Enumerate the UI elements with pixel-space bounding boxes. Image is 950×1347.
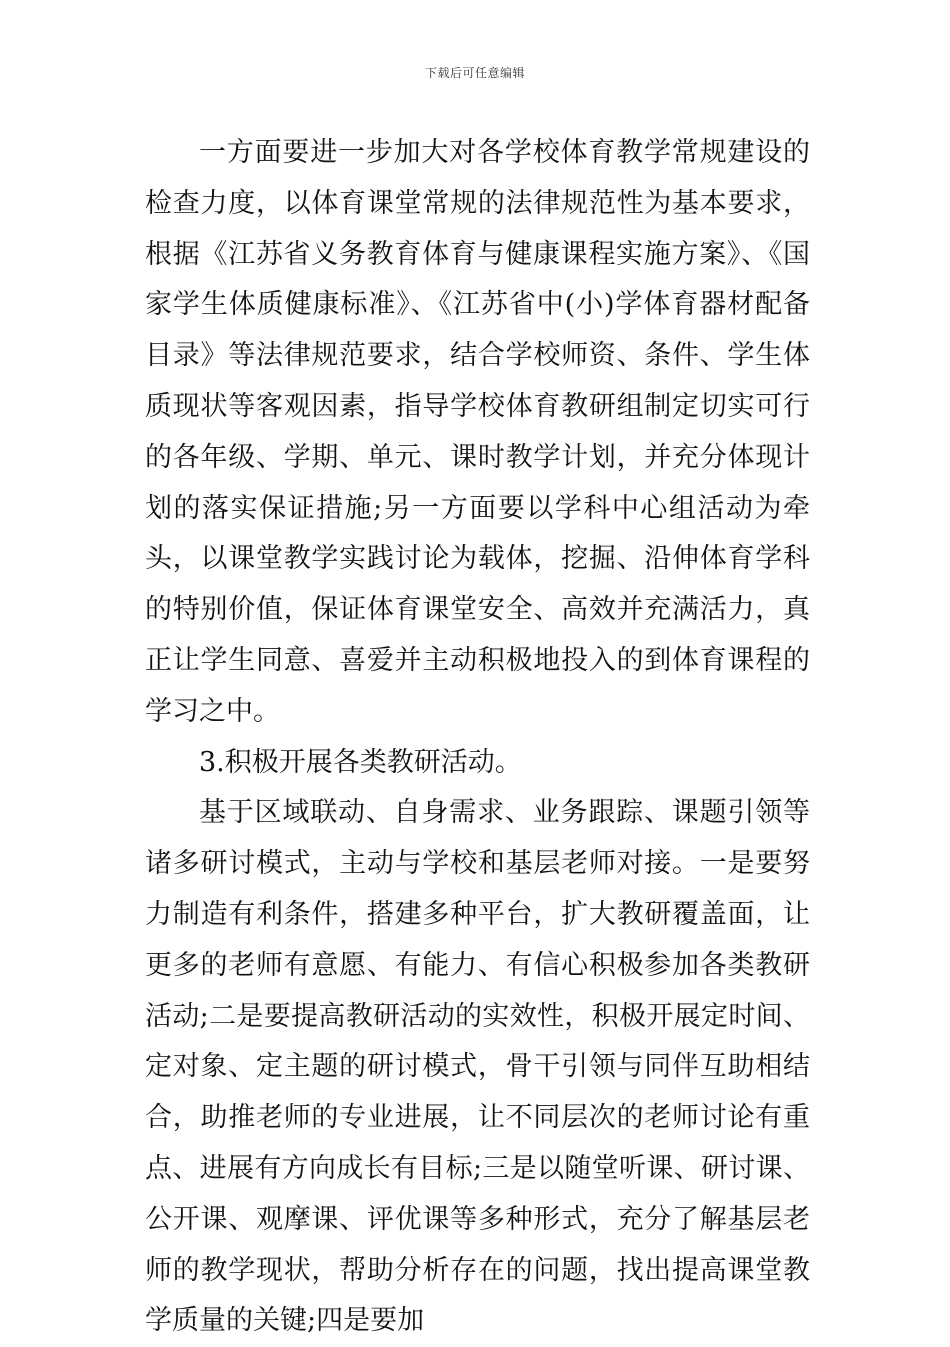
page-header: 下载后可任意编辑 xyxy=(424,66,525,80)
paragraph-inspection: 一方面要进一步加大对各学校体育教学常规建设的检查力度，以体育课堂常规的法律规范性为基本要求，根据《江苏省义务教育体育与健康课程实施方案》、《国家学生体质健康标准》、《江苏省中(小)学体育器材配备目录》等法律规范要求，结合学校师资、条件、学生体质现状等客观因素，指导学校体育教研组制定切实可行的各年级、学期、单元、课时教学计划，并充分体现计划的落实保证措施;另一方面要以学科中心组活动为牵头，以课堂教学实践讨论为载体，挖掘、沿伸体育学科的特别价值，保证体育课堂安全、高效并充满活力，真正让学生同意、喜爱并主动积极地投入的到体育课程的学习之中。 xyxy=(145,137,810,727)
section-heading-teaching-research: 3.积极开展各类教研活动。 xyxy=(199,746,522,778)
paragraph-research-activities: 基于区域联动、自身需求、业务跟踪、课题引领等诸多研讨模式，主动与学校和基层老师对接。一是要努力制造有利条件，搭建多种平台，扩大教研覆盖面，让更多的老师有意愿、有能力、有信心积极参加各类教研活动;二是要提高教研活动的实效性，积极开展定时间、定对象、定主题的研讨模式，骨干引领与同伴互助相结合，助推老师的专业进展，让不同层次的老师讨论有重点、进展有方向成长有目标;三是以随堂听课、研讨课、公开课、观摩课、评优课等多种形式，充分了解基层老师的教学现状，帮助分析存在的问题，找出提高课堂教学质量的关键;四是要加 xyxy=(145,797,810,1337)
document-body xyxy=(145,128,810,1347)
